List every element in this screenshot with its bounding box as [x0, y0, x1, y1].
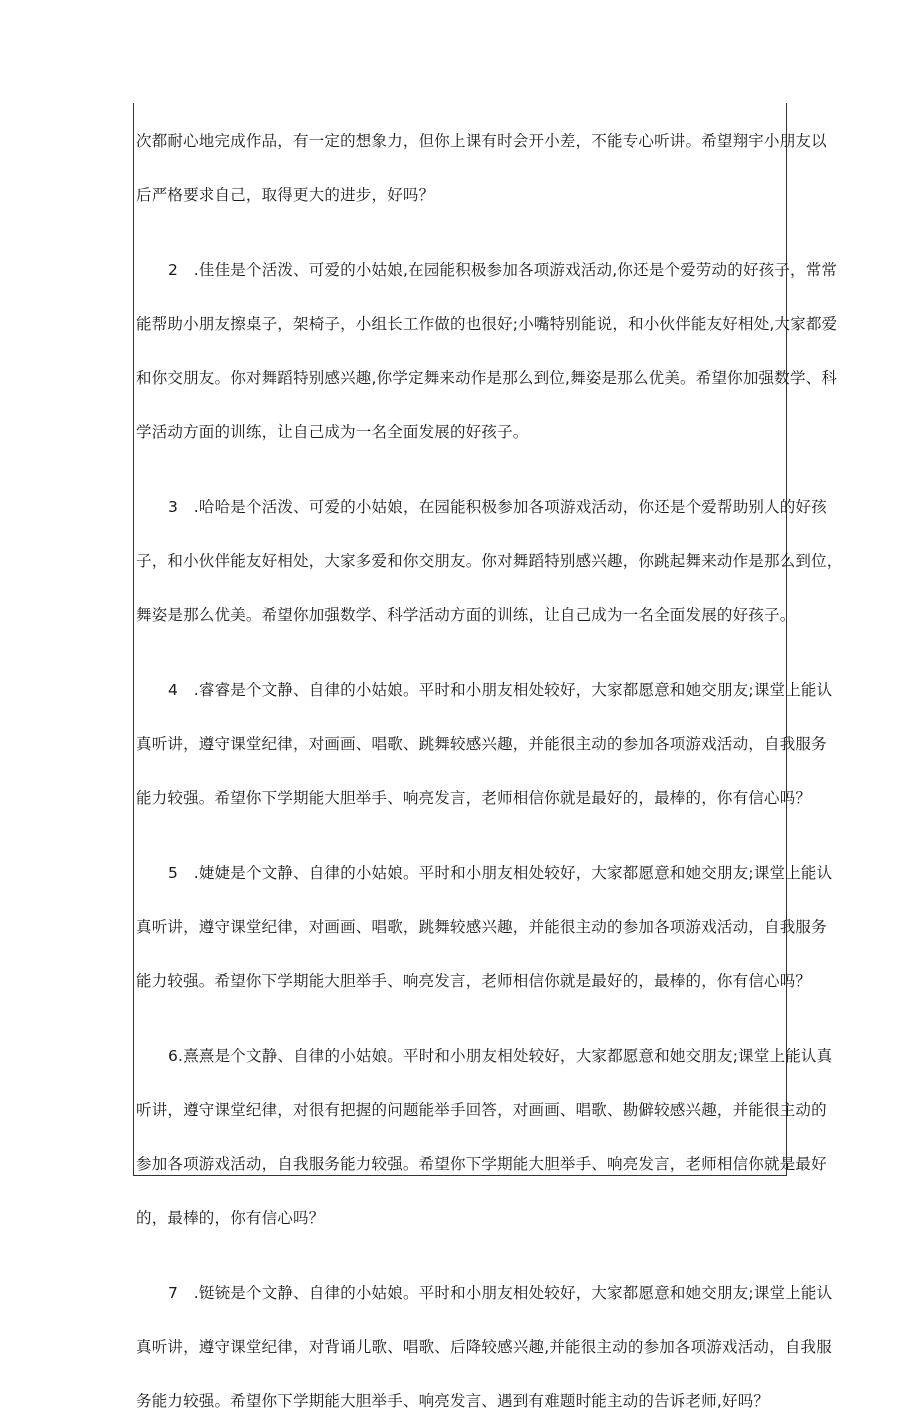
paragraph-line: 6.熹熹是个文静、自律的小姑娘。平时和小朋友相处较好，大家都愿意和她交朋友;课堂上能认真 [168, 1047, 833, 1065]
paragraph-line: 听讲，遵守课堂纪律，对很有把握的问题能举手回答，对画画、唱歌、勘僻较感兴趣，并能很主动的 [136, 1101, 827, 1119]
paragraph-line: 和你交朋友。你对舞蹈特别感兴趣,你学定舞来动作是那么到位,舞姿是那么优美。希望你加强数学、科 [136, 369, 838, 387]
paragraph-line: 3 .哈哈是个活泼、可爱的小姑娘，在园能积极参加各项游戏活动，你还是个爱帮助别人的好孩 [168, 498, 827, 516]
paragraph-line: 次都耐心地完成作品，有一定的想象力，但你上课有时会开小差，不能专心听讲。希望翔宇小朋友以 [136, 132, 827, 150]
paragraph-line: 务能力较强。希望你下学期能大胆举手、响亮发言、遇到有难题时能主动的告诉老师,好吗？ [136, 1392, 770, 1410]
paragraph-line: 的，最棒的，你有信心吗？ [136, 1209, 325, 1227]
paragraph-5 [136, 846, 833, 1008]
paragraph-continuation [136, 114, 827, 222]
paragraph-line: 能力较强。希望你下学期能大胆举手、响亮发言，老师相信你就是最好的，最棒的，你有信心吗？ [136, 789, 812, 807]
paragraph-line: 4 .睿睿是个文静、自律的小姑娘。平时和小朋友相处较好，大家都愿意和她交朋友;课堂上能认 [168, 681, 833, 699]
paragraph-line: 能帮助小朋友擦桌子，架椅子，小组长工作做的也很好;小嘴特别能说，和小伙伴能友好相处,大家都爱 [136, 315, 838, 333]
paragraph-line: 真听讲，遵守课堂纪律，对背诵儿歌、唱歌、后降较感兴趣,并能很主动的参加各项游戏活动，自我服 [136, 1338, 832, 1356]
paragraph-4 [136, 663, 833, 825]
paragraph-line: 真听讲，遵守课堂纪律，对画画、唱歌，跳舞较感兴趣，并能很主动的参加各项游戏活动，自我服务 [136, 918, 827, 936]
paragraph-line: 舞姿是那么优美。希望你加强数学、科学活动方面的训练，让自己成为一名全面发展的好孩子。 [136, 606, 796, 624]
paragraph-line: 参加各项游戏活动，自我服务能力较强。希望你下学期能大胆举手、响亮发言，老师相信你就是最好 [136, 1155, 827, 1173]
paragraph-3 [136, 480, 843, 642]
paragraph-line: 7 .铤铳是个文静、自律的小姑娘。平时和小朋友相处较好，大家都愿意和她交朋友;课堂上能认 [168, 1284, 833, 1302]
paragraph-line: 学活动方面的训练，让自己成为一名全面发展的好孩子。 [136, 423, 529, 441]
paragraph-line: 子，和小伙伴能友好相处，大家多爱和你交朋友。你对舞蹈特别感兴趣，你跳起舞来动作是那么到位， [136, 552, 843, 570]
paragraph-line: 能力较强。希望你下学期能大胆举手、响亮发言，老师相信你就是最好的，最棒的，你有信心吗？ [136, 972, 812, 990]
paragraph-line: 5 .婕婕是个文静、自律的小姑娘。平时和小朋友相处较好，大家都愿意和她交朋友;课堂上能认 [168, 864, 833, 882]
paragraph-6 [136, 1029, 833, 1245]
paragraph-line: 真听讲，遵守课堂纪律，对画画、唱歌、跳舞较感兴趣，并能很主动的参加各项游戏活动，自我服务 [136, 735, 827, 753]
document-body [136, 114, 843, 1428]
paragraph-7 [136, 1266, 833, 1428]
paragraph-2 [136, 243, 838, 459]
paragraph-line: 后严格要求自己，取得更大的进步，好吗？ [136, 186, 435, 204]
paragraph-line: 2 .佳佳是个活泼、可爱的小姑娘,在园能积极参加各项游戏活动,你还是个爱劳动的好孩子，常常 [168, 261, 838, 279]
